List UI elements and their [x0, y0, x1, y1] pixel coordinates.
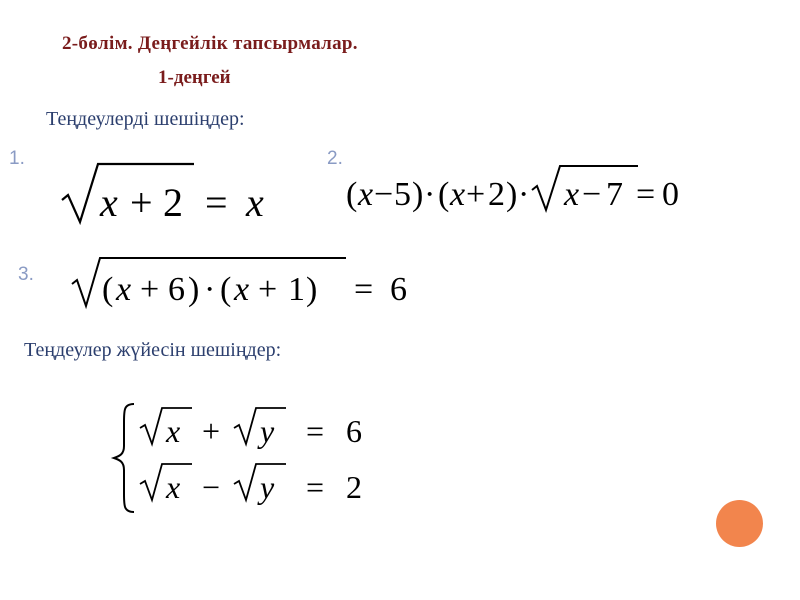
eq2-minus: −	[582, 176, 602, 213]
eq3-plus: +	[258, 271, 278, 308]
eq2-x: x	[450, 176, 466, 213]
eq2-dot: ·	[518, 176, 530, 213]
eq3-six: 6	[168, 271, 185, 308]
eq3-equals: =	[354, 271, 374, 308]
eq3-x: x	[234, 271, 250, 308]
equation-1	[58, 160, 288, 230]
task-number-3: 3.	[18, 264, 34, 285]
sys2-op: −	[202, 469, 221, 505]
eq3-one: 1	[288, 271, 305, 308]
eq1-equals: =	[205, 180, 228, 225]
sys2-rhs: 2	[346, 469, 362, 505]
sys1-equals: =	[306, 413, 325, 449]
eq2-minus: −	[374, 176, 394, 213]
sys2-equals: =	[306, 469, 325, 505]
decorative-border	[764, 0, 800, 600]
eq2-dot: ·	[424, 176, 436, 213]
eq2-x: x	[564, 176, 580, 213]
sys1-x: x	[166, 413, 181, 449]
eq2-paren: )	[412, 176, 424, 213]
eq2-paren: (	[346, 176, 358, 213]
eq2-paren: (	[438, 176, 450, 213]
equation-system	[110, 398, 400, 518]
eq2-plus: +	[466, 176, 486, 213]
eq1-rhs: x	[246, 180, 264, 225]
eq1-plus: +	[130, 180, 153, 225]
eq3-paren: (	[102, 271, 114, 308]
eq2-zero: 0	[662, 176, 679, 213]
brace	[114, 404, 134, 512]
eq3-rhs: 6	[390, 271, 407, 308]
eq3-paren: (	[220, 271, 232, 308]
eq2-paren: )	[506, 176, 518, 213]
level-label: 1-деңгей	[158, 67, 231, 88]
eq3-x: x	[116, 271, 132, 308]
instruction-solve-system: Теңдеулер жүйесін шешіңдер:	[24, 339, 282, 361]
sys2-y: y	[260, 469, 275, 505]
sys1-y: y	[260, 413, 275, 449]
eq1-two: 2	[163, 180, 183, 225]
task-number-1: 1.	[9, 148, 25, 169]
task-number-2: 2.	[327, 148, 343, 169]
eq2-equals: =	[636, 176, 656, 213]
sys2-x: x	[166, 469, 181, 505]
sys1-rhs: 6	[346, 413, 362, 449]
section-title: 2-бөлім. Деңгейлік тапсырмалар.	[62, 33, 358, 54]
instruction-solve-equations: Теңдеулерді шешіңдер:	[46, 108, 245, 130]
eq2-x: x	[358, 176, 374, 213]
eq2-seven: 7	[606, 176, 623, 213]
eq3-dot: ·	[204, 271, 216, 308]
equation-3	[70, 254, 420, 314]
equation-2	[344, 160, 694, 220]
sys1-op: +	[202, 413, 221, 449]
decorative-circle	[716, 500, 763, 547]
eq3-paren: )	[188, 271, 200, 308]
eq1-x: x	[100, 180, 118, 225]
eq3-plus: +	[140, 271, 160, 308]
eq2-five: 5	[394, 176, 411, 213]
eq2-two: 2	[488, 176, 505, 213]
eq3-paren: )	[306, 271, 318, 308]
